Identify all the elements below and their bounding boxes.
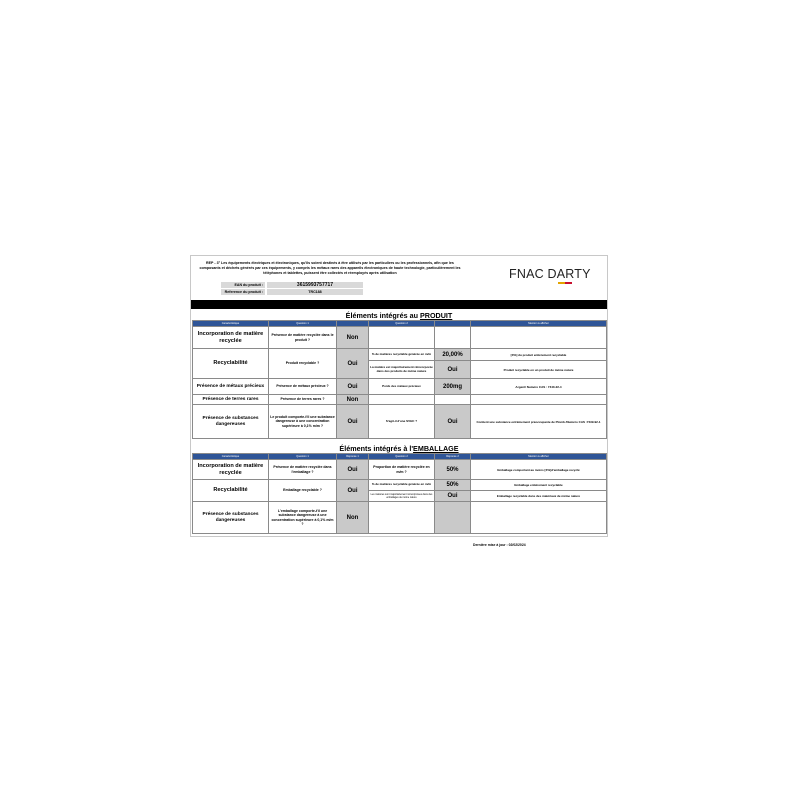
col-header: Mention à afficher <box>471 454 607 460</box>
col-header: Question 1 <box>269 454 337 460</box>
produit-table <box>192 320 607 439</box>
table-row <box>193 480 607 491</box>
mention: [X%] du produit entièrement recyclable <box>471 349 607 361</box>
row-category: Présence de substances dangereuses <box>193 502 269 534</box>
question-2: S'agit-il d'une SVHC ? <box>369 405 435 439</box>
section-title-prefix: Éléments intégrés au <box>345 311 420 320</box>
table-row <box>193 460 607 480</box>
col-header: Question 2 <box>369 321 435 327</box>
rep-description: REP - 3° Les équipements électriques et électroniques, qu'ils soient destinés à être utilisés par les particuliers ou les professionnels, afin que les composants et déchets générés par ces équipements, y compris les métaux rares des appareils électroniques de haute technologie, particulièrement les téléphones et tablettes, puissent être collectés et réemployés après utilisation <box>199 261 461 275</box>
question-1: Produit recyclable ? <box>269 349 337 379</box>
answer-1: Oui <box>337 405 369 439</box>
section-title-emphasis: PRODUIT <box>419 311 453 320</box>
section-title-emphasis: EMBALLAGE <box>413 444 459 453</box>
mention: Emballage entièrement recyclable <box>471 480 607 491</box>
reference-value: TRC188 <box>267 289 363 295</box>
answer-2: 50% <box>435 480 471 491</box>
section-title-produit <box>191 311 607 320</box>
mention: Produit recyclable en un produit de même nature <box>471 361 607 379</box>
col-header: Réponse 2 <box>435 454 471 460</box>
question-2: La matière est majoritairement réincorporée dans des produits de même nature <box>369 361 435 379</box>
mention: Argent/ Numéro CAS : 7440-22-4 <box>471 379 607 395</box>
empty-cell <box>471 327 607 349</box>
answer-1: Oui <box>337 460 369 480</box>
section-title-prefix: Éléments intégrés à l' <box>339 444 414 453</box>
question-1: Présence de métaux précieux ? <box>269 379 337 395</box>
table-row <box>193 502 607 534</box>
table-row <box>193 395 607 405</box>
question-2: Proportion de matière recyclée en m/m ? <box>369 460 435 480</box>
col-header: Caractéristique <box>193 454 269 460</box>
question-2: % de matières recyclable générée en m/m <box>369 349 435 361</box>
mention: Emballage recyclable dans des matériaux de même nature <box>471 491 607 502</box>
col-header: Réponse 1 <box>337 454 369 460</box>
col-header: Mention à afficher <box>471 321 607 327</box>
question-1: Le produit comporte-t'il une substance dangereuse à une concentration supérieure à 0,1% m/m ? <box>269 405 337 439</box>
logo-wordmark: FNAC DARTY <box>509 267 591 281</box>
empty-cell <box>435 502 471 534</box>
answer-1: Oui <box>337 480 369 502</box>
empty-cell <box>369 395 435 405</box>
mention: Emballage comportant au moins [X%]d'emballage recyclé <box>471 460 607 480</box>
empty-cell <box>435 327 471 349</box>
empty-cell <box>435 395 471 405</box>
mention: Contient une substance extrêmement préoccupante de Plomb /Numéro CAS :7439-92-1 <box>471 405 607 439</box>
section-title-emballage <box>191 444 607 453</box>
row-category: Incorporation de matière recyclée <box>193 460 269 480</box>
table-row <box>193 405 607 439</box>
answer-2: 50% <box>435 460 471 480</box>
row-category: Présence de substances dangereuses <box>193 405 269 439</box>
row-category: Présence de métaux précieux <box>193 379 269 395</box>
reference-label: Reference du produit : <box>221 289 265 295</box>
question-1: L'emballage comporte-t'il une substance dangereuse à une concentration supérieure à 0,1% m/m ? <box>269 502 337 534</box>
empty-cell <box>369 502 435 534</box>
logo-color-bar <box>558 282 572 284</box>
question-1: Emballage recyclable ? <box>269 480 337 502</box>
question-2: Les matières sont majoritairement réincorporées dans des emballages de même nature <box>369 491 435 502</box>
answer-1: Oui <box>337 379 369 395</box>
separator-band <box>191 300 607 309</box>
answer-2: 20,00% <box>435 349 471 361</box>
product-environmental-sheet <box>190 255 608 537</box>
question-1: Présence de matière recyclée dans l'emballage ? <box>269 460 337 480</box>
emballage-table <box>192 453 607 534</box>
table-row <box>193 327 607 349</box>
answer-2: 200mg <box>435 379 471 395</box>
row-category: Présence de terres rares <box>193 395 269 405</box>
answer-1: Non <box>337 395 369 405</box>
row-category: Incorporation de matière recyclée <box>193 327 269 349</box>
question-1: Présence de matière recyclée dans le produit ? <box>269 327 337 349</box>
empty-cell <box>471 395 607 405</box>
row-category: Recyclabilité <box>193 349 269 379</box>
answer-1: Non <box>337 502 369 534</box>
answer-1: Non <box>337 327 369 349</box>
table-row <box>193 349 607 361</box>
answer-2: Oui <box>435 491 471 502</box>
ean-label: EAN du produit : <box>221 282 265 288</box>
ean-value: 3615993757717 <box>267 282 363 288</box>
table-row <box>193 379 607 395</box>
fnac-darty-logo <box>509 267 601 284</box>
question-1: Présence de terres rares ? <box>269 395 337 405</box>
last-update-date: Dernière mise à jour : 02/02/2024 <box>473 543 526 547</box>
question-2: Poids des métaux précieux <box>369 379 435 395</box>
empty-cell <box>369 327 435 349</box>
row-category: Recyclabilité <box>193 480 269 502</box>
question-2: % de matières recyclable générée en m/m <box>369 480 435 491</box>
answer-2: Oui <box>435 361 471 379</box>
answer-1: Oui <box>337 349 369 379</box>
col-header: Question 1 <box>269 321 337 327</box>
empty-cell <box>471 502 607 534</box>
answer-2: Oui <box>435 405 471 439</box>
col-header: Caractéristique <box>193 321 269 327</box>
col-header: Question 2 <box>369 454 435 460</box>
